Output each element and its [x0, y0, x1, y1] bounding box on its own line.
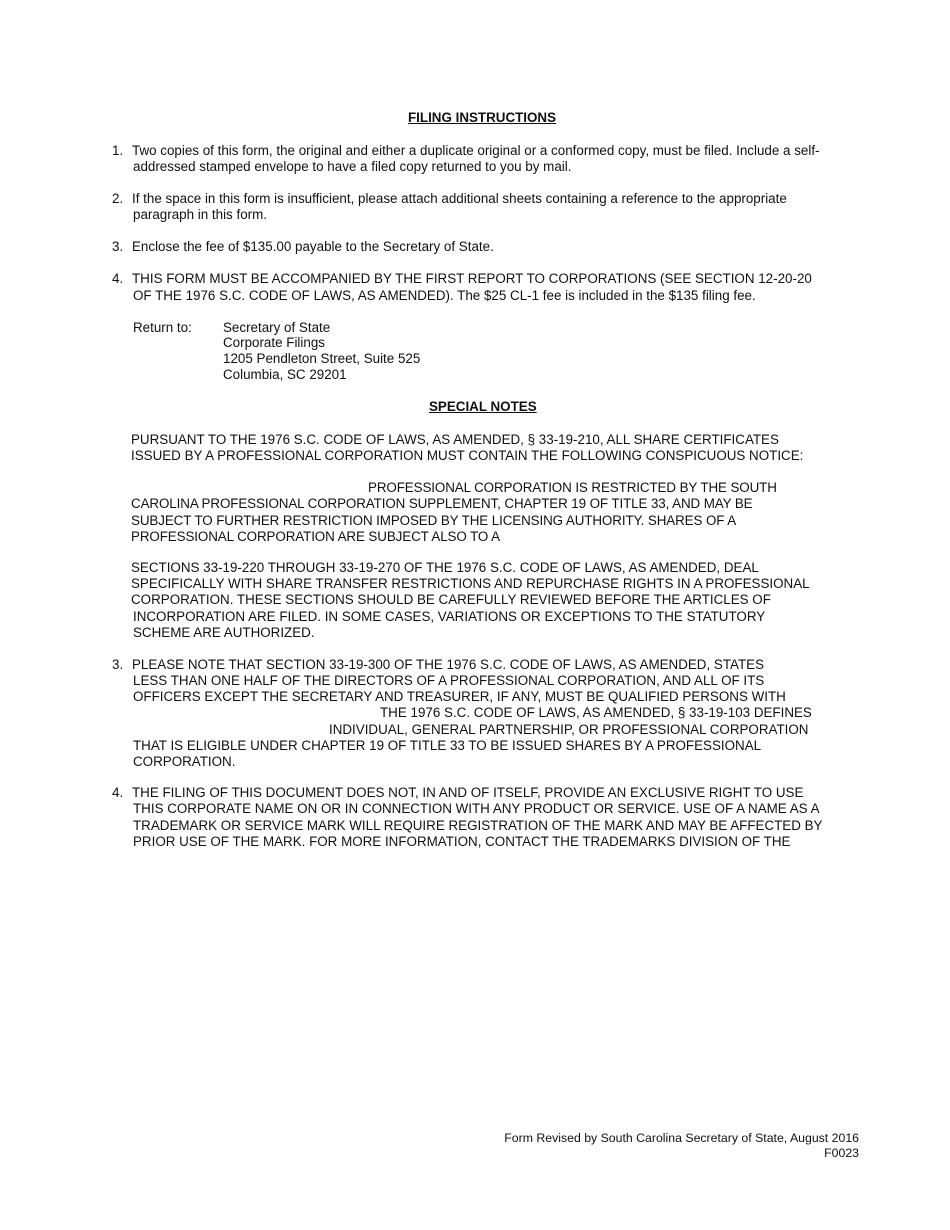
filing-instructions-heading: FILING INSTRUCTIONS: [408, 110, 557, 125]
note-4-line-1: THE FILING OF THIS DOCUMENT DOES NOT, IN AND OF ITSELF, PROVIDE AN EXCLUSIVE RIGHT TO USE: [132, 785, 804, 800]
sections-line-4: INCORPORATION ARE FILED. IN SOME CASES, VARIATIONS OR EXCEPTIONS TO THE STATUTORY: [133, 609, 766, 624]
return-address-line-1: Secretary of State: [223, 320, 331, 335]
instruction-3-number: 3.: [112, 239, 124, 254]
return-address-line-3: 1205 Pendleton Street, Suite 525: [223, 351, 421, 366]
sections-line-1: SECTIONS 33-19-220 THROUGH 33-19-270 OF THE 1976 S.C. CODE OF LAWS, AS AMENDED, DEAL: [131, 560, 759, 575]
special-notes-heading: SPECIAL NOTES: [429, 399, 537, 414]
note-4-line-3: TRADEMARK OR SERVICE MARK WILL REQUIRE REGISTRATION OF THE MARK AND MAY BE AFFECTED BY: [133, 818, 823, 833]
note-4-line-4: PRIOR USE OF THE MARK. FOR MORE INFORMATION, CONTACT THE TRADEMARKS DIVISION OF THE: [133, 834, 791, 849]
note-3-line-7: CORPORATION.: [133, 754, 236, 769]
note-3-line-3: OFFICERS EXCEPT THE SECRETARY AND TREASURER, IF ANY, MUST BE QUALIFIED PERSONS WITH: [133, 689, 786, 704]
note-3-line-4: THE 1976 S.C. CODE OF LAWS, AS AMENDED, § 33-19-103 DEFINES: [380, 705, 812, 720]
instruction-4-line-2: OF THE 1976 S.C. CODE OF LAWS, AS AMENDED). The $25 CL-1 fee is included in the $135 filing fee.: [133, 288, 756, 303]
note-4-line-2: THIS CORPORATE NAME ON OR IN CONNECTION WITH ANY PRODUCT OR SERVICE. USE OF A NAME AS A: [133, 801, 820, 816]
form-code-footer: F0023: [824, 1146, 859, 1160]
note-3-line-2: LESS THAN ONE HALF OF THE DIRECTORS OF A PROFESSIONAL CORPORATION, AND ALL OF ITS: [133, 673, 765, 688]
notice-line-3: SUBJECT TO FURTHER RESTRICTION IMPOSED BY THE LICENSING AUTHORITY. SHARES OF A: [131, 513, 737, 528]
sections-line-5: SCHEME ARE AUTHORIZED.: [133, 625, 315, 640]
notice-line-4: PROFESSIONAL CORPORATION ARE SUBJECT ALSO TO A: [131, 529, 500, 544]
form-revised-footer: Form Revised by South Carolina Secretary of State, August 2016: [504, 1131, 859, 1145]
instruction-2-number: 2.: [112, 191, 124, 206]
pursuant-line-1: PURSUANT TO THE 1976 S.C. CODE OF LAWS, AS AMENDED, § 33-19-210, ALL SHARE CERTIFICATES: [131, 432, 779, 447]
notice-line-1: PROFESSIONAL CORPORATION IS RESTRICTED BY THE SOUTH: [368, 480, 777, 495]
note-3-line-5: INDIVIDUAL, GENERAL PARTNERSHIP, OR PROFESSIONAL CORPORATION: [329, 722, 809, 737]
instruction-4-line-1: THIS FORM MUST BE ACCOMPANIED BY THE FIRST REPORT TO CORPORATIONS (SEE SECTION 12-20-20: [132, 271, 812, 286]
instruction-1-number: 1.: [112, 143, 124, 158]
instruction-2-line-1: If the space in this form is insufficient, please attach additional sheets containing a reference to the appropriate: [132, 191, 787, 206]
note-4-number: 4.: [112, 785, 124, 800]
instruction-2-line-2: paragraph in this form.: [133, 207, 267, 222]
return-to-label: Return to:: [133, 320, 192, 335]
instruction-1-line-1: Two copies of this form, the original and either a duplicate original or a conformed copy, must be filed. Include a self-: [132, 143, 820, 158]
sections-line-3: CORPORATION. THESE SECTIONS SHOULD BE CAREFULLY REVIEWED BEFORE THE ARTICLES OF: [131, 592, 771, 607]
return-address-line-4: Columbia, SC 29201: [223, 367, 347, 382]
note-3-line-6: THAT IS ELIGIBLE UNDER CHAPTER 19 OF TITLE 33 TO BE ISSUED SHARES BY A PROFESSIONAL: [133, 738, 762, 753]
instruction-4-number: 4.: [112, 271, 124, 286]
instruction-1-line-2: addressed stamped envelope to have a filed copy returned to you by mail.: [133, 159, 572, 174]
note-3-line-1: PLEASE NOTE THAT SECTION 33-19-300 OF THE 1976 S.C. CODE OF LAWS, AS AMENDED, STATES: [132, 657, 765, 672]
instruction-3-line-1: Enclose the fee of $135.00 payable to the Secretary of State.: [132, 239, 494, 254]
return-address-line-2: Corporate Filings: [223, 335, 325, 350]
sections-line-2: SPECIFICALLY WITH SHARE TRANSFER RESTRICTIONS AND REPURCHASE RIGHTS IN A PROFESSIONAL: [131, 576, 810, 591]
notice-line-2: CAROLINA PROFESSIONAL CORPORATION SUPPLEMENT, CHAPTER 19 OF TITLE 33, AND MAY BE: [131, 496, 753, 511]
note-3-number: 3.: [112, 657, 124, 672]
pursuant-line-2: ISSUED BY A PROFESSIONAL CORPORATION MUST CONTAIN THE FOLLOWING CONSPICUOUS NOTICE:: [131, 448, 804, 463]
